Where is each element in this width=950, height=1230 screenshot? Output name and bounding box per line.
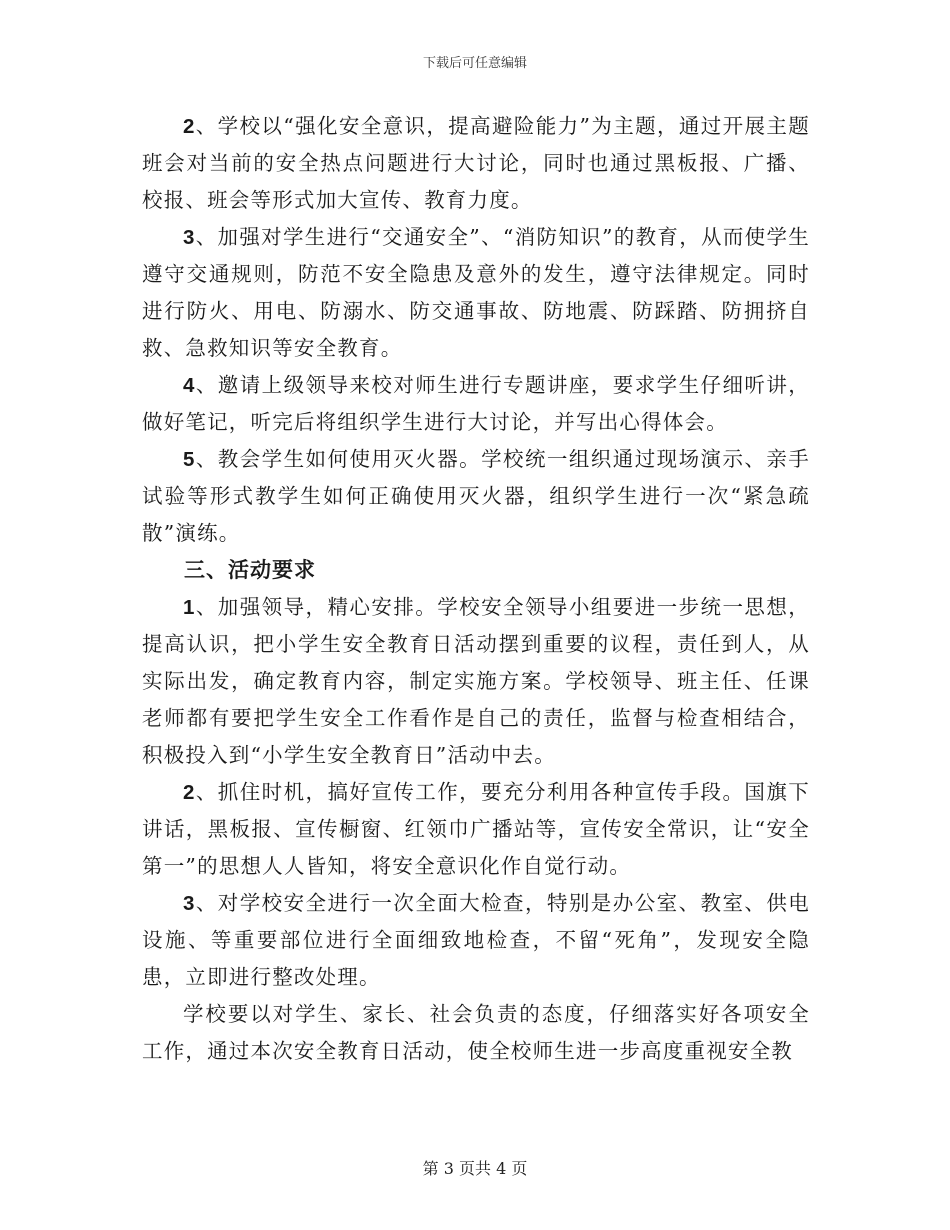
document-body bbox=[142, 108, 810, 1070]
paragraph-item-5 bbox=[142, 441, 810, 552]
requirement-item-1 bbox=[142, 589, 810, 774]
closing-paragraph: 学校要以对学生、家长、社会负责的态度，仔细落实好各项安全工作，通过本次安全教育日活动，使全校师生进一步高度重视安全教 bbox=[142, 1002, 810, 1063]
requirement-item-2 bbox=[142, 774, 810, 885]
item-number: 3 bbox=[183, 892, 196, 915]
paragraph-text: 、加强领导，精心安排。学校安全领导小组要进一步统一思想，提高认识，把小学生安全教育日活动摆到重要的议程，责任到人，从实际出发，确定教育内容，制定实施方案。学校领导、班主任、任课老师都有要把学生安全工作看作是自己的责任，监督与检查相结合，积极投入到“小学生安全教育日”活动中去。 bbox=[142, 595, 810, 767]
item-number: 5 bbox=[183, 448, 196, 471]
paragraph-item-3 bbox=[142, 219, 810, 367]
paragraph-text: 、对学校安全进行一次全面大检查，特别是办公室、教室、供电设施、等重要部位进行全面细致地检查，不留“死角”，发现安全隐患，立即进行整改处理。 bbox=[142, 891, 810, 989]
page-footer: 第 3 页共 4 页 bbox=[422, 1159, 528, 1178]
page-header: 下载后可任意编辑 bbox=[422, 56, 527, 71]
paragraph-item-2 bbox=[142, 108, 810, 219]
requirement-item-3 bbox=[142, 885, 810, 996]
item-number: 1 bbox=[183, 596, 196, 619]
paragraph-text: 、教会学生如何使用灭火器。学校统一组织通过现场演示、亲手试验等形式教学生如何正确使用灭火器，组织学生进行一次“紧急疏散”演练。 bbox=[142, 447, 810, 545]
item-number: 2 bbox=[183, 115, 196, 138]
paragraph-item-4 bbox=[142, 367, 810, 441]
paragraph-text: 、加强对学生进行“交通安全”、“消防知识”的教育，从而使学生遵守交通规则，防范不安全隐患及意外的发生，遵守法律规定。同时进行防火、用电、防溺水、防交通事故、防地震、防踩踏、防拥挤自救、急救知识等安全教育。 bbox=[142, 225, 810, 360]
paragraph-text: 、学校以“强化安全意识，提高避险能力”为主题，通过开展主题班会对当前的安全热点问题进行大讨论，同时也通过黑板报、广播、校报、班会等形式加大宣传、教育力度。 bbox=[142, 114, 810, 212]
item-number: 4 bbox=[183, 374, 196, 397]
section-heading: 三、活动要求 bbox=[184, 558, 316, 582]
paragraph-text: 、抓住时机，搞好宣传工作，要充分利用各种宣传手段。国旗下讲话，黑板报、宣传橱窗、红领巾广播站等，宣传安全常识，让“安全第一”的思想人人皆知，将安全意识化作自觉行动。 bbox=[142, 780, 810, 878]
paragraph-text: 、邀请上级领导来校对师生进行专题讲座，要求学生仔细听讲，做好笔记，听完后将组织学生进行大讨论，并写出心得体会。 bbox=[142, 373, 810, 434]
item-number: 3 bbox=[183, 226, 196, 249]
item-number: 2 bbox=[183, 781, 196, 804]
